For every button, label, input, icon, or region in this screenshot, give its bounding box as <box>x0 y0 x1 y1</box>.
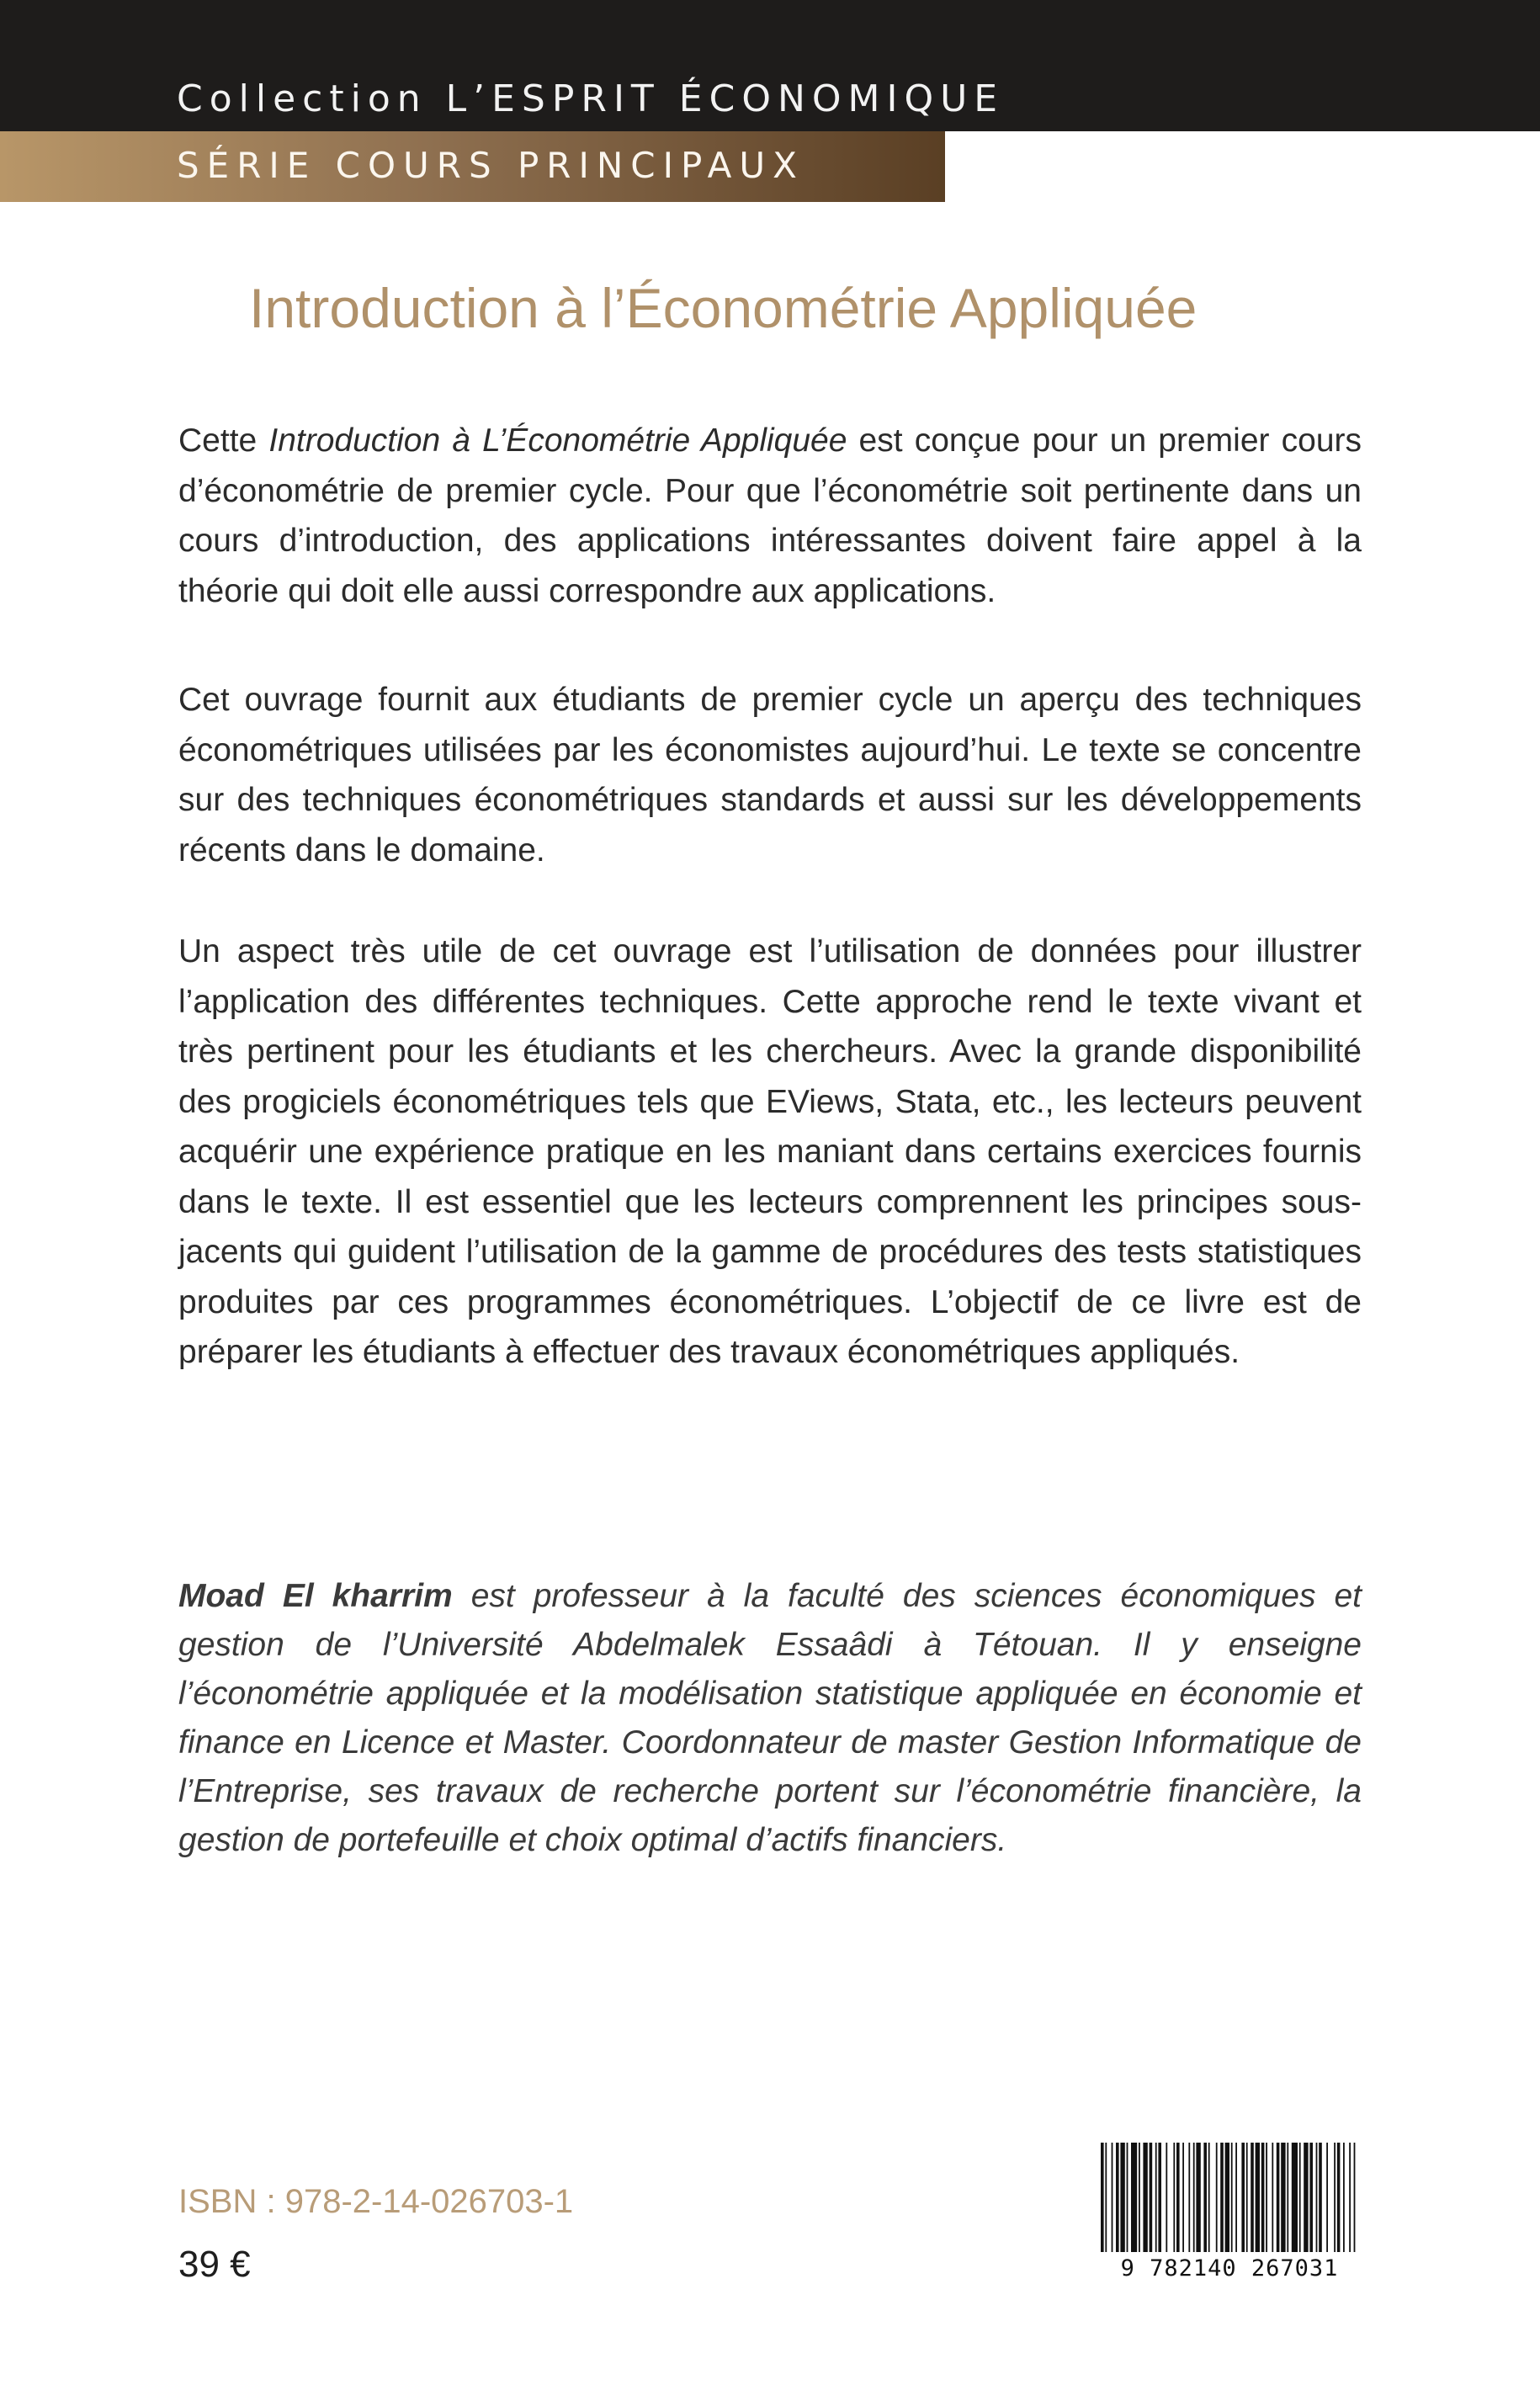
barcode-bar <box>1261 2143 1265 2252</box>
barcode-bar <box>1182 2143 1184 2252</box>
isbn: ISBN : 978-2-14-026703-1 <box>178 2183 574 2220</box>
barcode-bar <box>1319 2143 1322 2252</box>
barcode-bar <box>1139 2143 1140 2252</box>
blurb-p1-rest: est conçue pour un premier cours d’économétrie de premier cycle. Pour que l’économétrie soit pertinente dans un cours d’introduction, des applications intéressantes doivent faire appel à la théorie qui doit elle aussi correspondre aux applications. <box>178 422 1362 609</box>
blurb-p3-text: Un aspect très utile de cet ouvrage est l’utilisation de données pour illustrer l’application des différentes techniques. Cette approche rend le texte vivant et très pertinent pour les étudiants et les chercheurs. Avec la grande disponibilité des progiciels économétriques tels que EViews, Stata, etc., les lecteurs peuvent acquérir une expérience pratique en les maniant dans certains exercices fournis dans le texte. Il est essentiel que les lecteurs comprennent les principes sous-jacents qui guident l’utilisation de la gamme de procédures des tests statistiques produites par ces programmes économétriques. L’objectif de ce livre est de préparer les étudiants à effectuer des travaux économétriques appliqués. <box>178 933 1362 1370</box>
barcode-bar <box>1203 2143 1207 2252</box>
barcode-bar <box>1343 2143 1345 2252</box>
barcode-bar <box>1112 2143 1113 2252</box>
price: 39 € <box>178 2244 251 2285</box>
barcode-bar <box>1220 2143 1224 2252</box>
barcode-bar <box>1116 2143 1119 2252</box>
barcode-bar <box>1299 2143 1301 2252</box>
barcode-bar <box>1235 2143 1237 2252</box>
barcode-bar <box>1272 2143 1273 2252</box>
barcode-bar <box>1231 2143 1233 2252</box>
author-name: Moad El kharrim <box>178 1578 453 1614</box>
barcode-bar <box>1292 2143 1298 2252</box>
barcode-digits: 9 782140 267031 <box>1120 2255 1339 2281</box>
blurb-paragraph-3 <box>178 927 1362 1378</box>
barcode-bar <box>1277 2143 1280 2252</box>
collection-label: Collection L’ESPRIT ÉCONOMIQUE <box>177 77 1005 120</box>
barcode-bars <box>1101 2143 1355 2252</box>
barcode-bar <box>1225 2143 1229 2252</box>
barcode-bar <box>1193 2143 1195 2252</box>
barcode-bar <box>1131 2143 1137 2252</box>
barcode-bar <box>1246 2143 1248 2252</box>
barcode-bar <box>1266 2143 1267 2252</box>
author-bio <box>178 1572 1362 1865</box>
barcode-bar <box>1216 2143 1218 2252</box>
barcode-bar <box>1256 2143 1260 2252</box>
barcode-bar <box>1309 2143 1313 2252</box>
barcode-bar <box>1287 2143 1288 2252</box>
barcode-bar <box>1349 2143 1351 2252</box>
barcode-bar <box>1101 2143 1104 2252</box>
blurb-p1-start: Cette <box>178 422 269 459</box>
barcode-bar <box>1326 2143 1328 2252</box>
barcode-bar <box>1173 2143 1175 2252</box>
barcode-bar <box>1316 2143 1318 2252</box>
blurb-paragraph-2 <box>178 675 1362 875</box>
barcode-bar <box>1354 2143 1356 2252</box>
barcode-bar <box>1143 2143 1147 2252</box>
barcode-bar <box>1281 2143 1285 2252</box>
barcode-bar <box>1155 2143 1157 2252</box>
barcode-bar <box>1334 2143 1336 2252</box>
barcode-bar <box>1166 2143 1167 2252</box>
author-bio-text: est professeur à la faculté des sciences économiques et gestion de l’Université Abdelmalek Essaâdi à Tétouan. Il y enseigne l’économétrie appliquée et la modélisation statistique appliquée en économie et finance en Licence et Master. Coordonnateur de master Gestion Informatique de l’Entreprise, ses travaux de recherche portent sur l’économétrie financière, la gestion de portefeuille et choix optimal d’actifs financiers. <box>178 1578 1362 1858</box>
barcode-bar <box>1208 2143 1210 2252</box>
barcode-bar <box>1105 2143 1107 2252</box>
barcode <box>1091 2138 1368 2281</box>
barcode-bar <box>1120 2143 1124 2252</box>
blurb-p1-book-name: Introduction à L’Économétrie Appliquée <box>268 422 847 459</box>
barcode-bar <box>1188 2143 1190 2252</box>
book-title: Introduction à l’Économétrie Appliquée <box>249 277 1197 339</box>
series-label: SÉRIE COURS PRINCIPAUX <box>177 145 805 186</box>
barcode-bar <box>1337 2143 1341 2252</box>
barcode-bar <box>1127 2143 1128 2252</box>
barcode-bar <box>1241 2143 1245 2252</box>
barcode-bar <box>1150 2143 1153 2252</box>
barcode-bar <box>1196 2143 1200 2252</box>
barcode-bar <box>1158 2143 1161 2252</box>
barcode-bar <box>1251 2143 1254 2252</box>
barcode-bar <box>1176 2143 1180 2252</box>
blurb-p2-text: Cet ouvrage fournit aux étudiants de premier cycle un aperçu des techniques économétriques utilisées par les économistes aujourd’hui. Le texte se concentre sur des techniques économétriques standards et aussi sur les développements récents dans le domaine. <box>178 682 1362 868</box>
barcode-bar <box>1304 2143 1308 2252</box>
blurb-paragraph-1 <box>178 416 1362 616</box>
